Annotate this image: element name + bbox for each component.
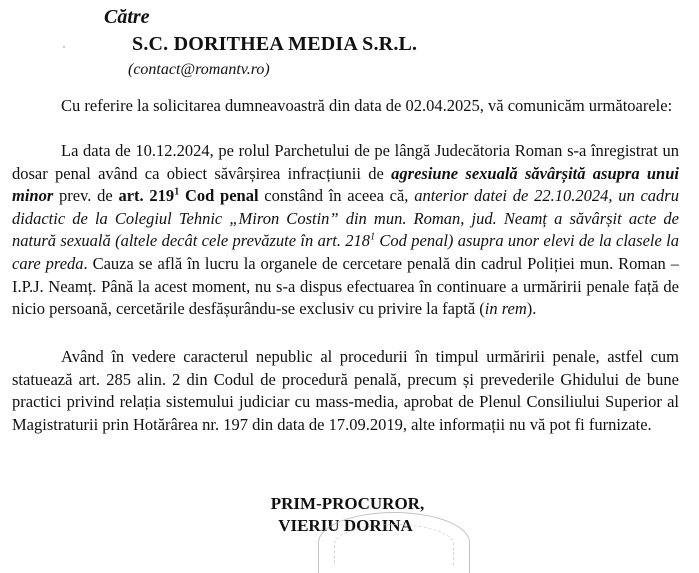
prev-text: prev. de bbox=[53, 186, 119, 206]
signature-name: VIERIU DORINA bbox=[278, 516, 413, 535]
facts-text-b: Cod penal) asupra unor elevi de la clasele la care preda bbox=[12, 231, 679, 273]
paragraph-legal-basis-text: Având în vedere caracterul nepublic al procedurii în timpul urmăririi penale, astfel cum statuează art. 285 alin. 2 din Codul de procedură penală, precum și prevederile Ghidului de bune practici privind relația sistemului judiciar cu mass-media, aprobat de Plenul Consiliului Superior al Magistraturii prin Hotărârea nr. 197 din data de 17.09.2019, alte informații nu vă pot fi furnizate. bbox=[12, 347, 679, 434]
official-stamp-inner-ring bbox=[334, 524, 454, 565]
signature-title: PRIM-PROCUROR, bbox=[270, 494, 425, 513]
article-text: art. 219 bbox=[118, 186, 175, 206]
article-ref bbox=[118, 186, 258, 205]
paragraph-legal-basis bbox=[12, 346, 679, 436]
consisting-text: constând în aceea că, bbox=[258, 186, 415, 206]
paragraph-reference bbox=[12, 95, 679, 118]
case-status-text: . Cauza se află în lucru la organele de cercetare penală din cadrul Poliției mun. Roman – I.P.J. Neamț. Până la acest moment, nu s-a dispus efectuarea în continuare a urmăririi penale față de nicio persoană, cercetările desfășurându-se exclusiv cu privire la faptă ( bbox=[12, 253, 679, 319]
case-intro-text: La data de 10.12.2024, pe rolul Parchetului de pe lângă Judecătoria Roman s-a înregistrat un dosar penal având ca obiect săvârșirea infracțiunii de bbox=[12, 141, 679, 183]
recipient-company: S.C. DORITHEA MEDIA S.R.L. bbox=[132, 33, 418, 55]
offense-text: agresiune sexuală săvârșită asupra unui minor bbox=[12, 163, 679, 206]
recipient-salutation: Către bbox=[104, 6, 150, 28]
case-end-text: ). bbox=[526, 299, 537, 319]
article-superscript: 1 bbox=[174, 186, 180, 198]
facts-text-a: anterior datei de 22.10.2024, un cadru didactic de la Colegiul Tehnic „Miron Costin” din mun. Roman, jud. Neamț a săvârșit acte de natură sexuală (altele decât cele prevăzute în art. 218 bbox=[12, 186, 679, 251]
in-rem-text: in rem bbox=[484, 299, 527, 319]
paper-speck bbox=[63, 46, 65, 48]
code-text: Cod penal bbox=[179, 186, 259, 206]
recipient-contact: (contact@romantv.ro) bbox=[128, 61, 270, 78]
paragraph-reference-text: Cu referire la solicitarea dumneavoastră din data de 02.04.2025, vă comunicăm următoarele: bbox=[61, 96, 673, 115]
facts-superscript: 1 bbox=[370, 231, 376, 243]
paragraph-case-details bbox=[12, 140, 679, 321]
